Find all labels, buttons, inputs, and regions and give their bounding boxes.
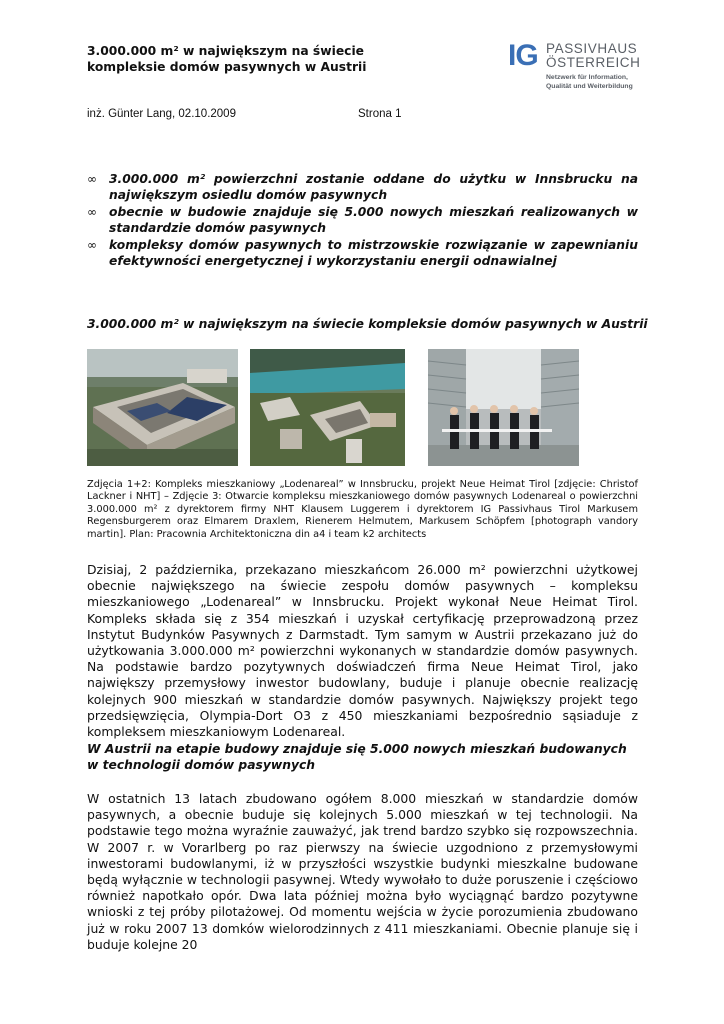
list-item xyxy=(87,204,638,236)
document-title xyxy=(87,43,487,75)
list-item xyxy=(87,237,638,269)
photo-lodenareal-aerial xyxy=(87,349,238,466)
logo-text-line-2: ÖSTERREICH xyxy=(546,55,641,70)
paragraph-2: W ostatnich 13 latach zbudowano ogółem 8.000 mieszkań w standardzie domów pasywnych, a obecnie buduje się kolejnych 5.000 mieszkań w tej technologii. Na podstawie tego można wyraźnie zauważyć, jak trend bardzo szybko się rozpowszechnia. W 2007 r. w Vorarlberg po raz pierwszy na świecie uzgodniono z przemysłowymi inwestorami budowlanymi, iż w przyszłości wszystkie budynki mieszkalne budowane będą wyłącznie w technologii pasywnej. Wtedy wywołało to duże poruszenie i częściowo również napotkało opór. Dwa lata później można było wyciągnąć bardzo pozytywne wnioski z tej próby pilotażowej. Od momentu wejścia w życie porozumienia zbudowano już w roku 2007 13 domków wielorodzinnych z 411 mieszkaniami. Obecnie planuje się i buduje kolejne 20 xyxy=(87,791,638,952)
title-line-2: kompleksie domów pasywnych w Austrii xyxy=(87,60,367,74)
paragraph-1: Dzisiaj, 2 października, przekazano mieszkańcom 26.000 m² powierzchni użytkowej obecnie największego na świecie zespołu domów pasywnych – kompleksu mieszkaniowego „Lodenareal” w Innsbrucku. Projekt wykonał Neue Heimat Tirol. Kompleks składa się z 354 mieszkań i uzyskał certyfikację przeprowadzoną przez Instytut Budynków Pasywnych z Darmstadt. Tym samym w Austrii przekazano już do użytkowania 3.000.000 m² powierzchni wykonanych w standardzie domów pasywnych. Na podstawie bardzo pozytywnych doświadczeń firma Neue Heimat Tirol, jako największy przemysłowy inwestor budowlany, buduje i planuje obecnie realizację kolejnych 900 mieszkań w standardzie domów pasywnych. Największy projekt tego przedsięwzięcia, Olympia-Dort O3 z 450 mieszkaniami bezpośrednio sąsiaduje z kompleksem mieszkaniowym Lodenareal. xyxy=(87,562,638,740)
infinity-bullet-icon: ∞ xyxy=(87,205,97,219)
logo-text-line-1: PASSIVHAUS xyxy=(546,41,638,56)
logo-tagline-2: Qualität und Weiterbildung xyxy=(546,82,633,90)
infinity-bullet-icon: ∞ xyxy=(87,238,97,252)
photo-opening-ceremony xyxy=(428,349,579,466)
list-item-text: kompleksy domów pasywnych to mistrzowskie rozwiązanie w zapewnianiu efektywności energetycznej i wykorzystaniu energii odnawialnej xyxy=(109,238,638,268)
logo-mark: IG xyxy=(508,39,538,72)
page-number: Strona 1 xyxy=(358,108,402,120)
list-item-text: 3.000.000 m² powierzchni zostanie oddane do użytku w Innsbrucku na największym osiedlu domów pasywnych xyxy=(109,172,638,202)
logo-tagline xyxy=(546,74,661,91)
author-date: inż. Günter Lang, 02.10.2009 xyxy=(87,108,236,120)
photo-lodenareal-river xyxy=(250,349,405,466)
key-points-list xyxy=(87,171,638,270)
list-item xyxy=(87,171,638,203)
list-item-text: obecnie w budowie znajduje się 5.000 nowych mieszkań realizowanych w standardzie domów pasywnych xyxy=(109,205,638,235)
subheading: W Austrii na etapie budowy znajduje się 5.000 nowych mieszkań budowanych w technologii domów pasywnych xyxy=(87,742,627,772)
photo-caption: Zdjęcia 1+2: Kompleks mieszkaniowy „Lodenareal” w Innsbrucku, projekt Neue Heimat Tirol [zdjęcie: Christof Lackner i NHT] – Zdjęcie 3: Otwarcie kompleksu mieszkaniowego domów pasywnych Lodenareal o powierzchni 3.000.000 m² z dyrektorem firmy NHT Klausem Luggerem i dyrektorem IG Passivhaus Tirol Markusem Regensburgerem oraz Elmarem Draxlem, Rienerem Helmutem, Markusem Schöpfem [photograph vandory martin]. Plan: Pracownia Architektoniczna din a4 i team k2 architects xyxy=(87,479,638,540)
ig-passivhaus-logo xyxy=(508,40,658,96)
infinity-bullet-icon: ∞ xyxy=(87,172,97,186)
logo-tagline-1: Netzwerk für Information, xyxy=(546,74,628,81)
title-line-1: 3.000.000 m² w największym na świecie xyxy=(87,44,364,58)
section-heading: 3.000.000 m² w największym na świecie kompleksie domów pasywnych w Austrii xyxy=(87,317,648,331)
